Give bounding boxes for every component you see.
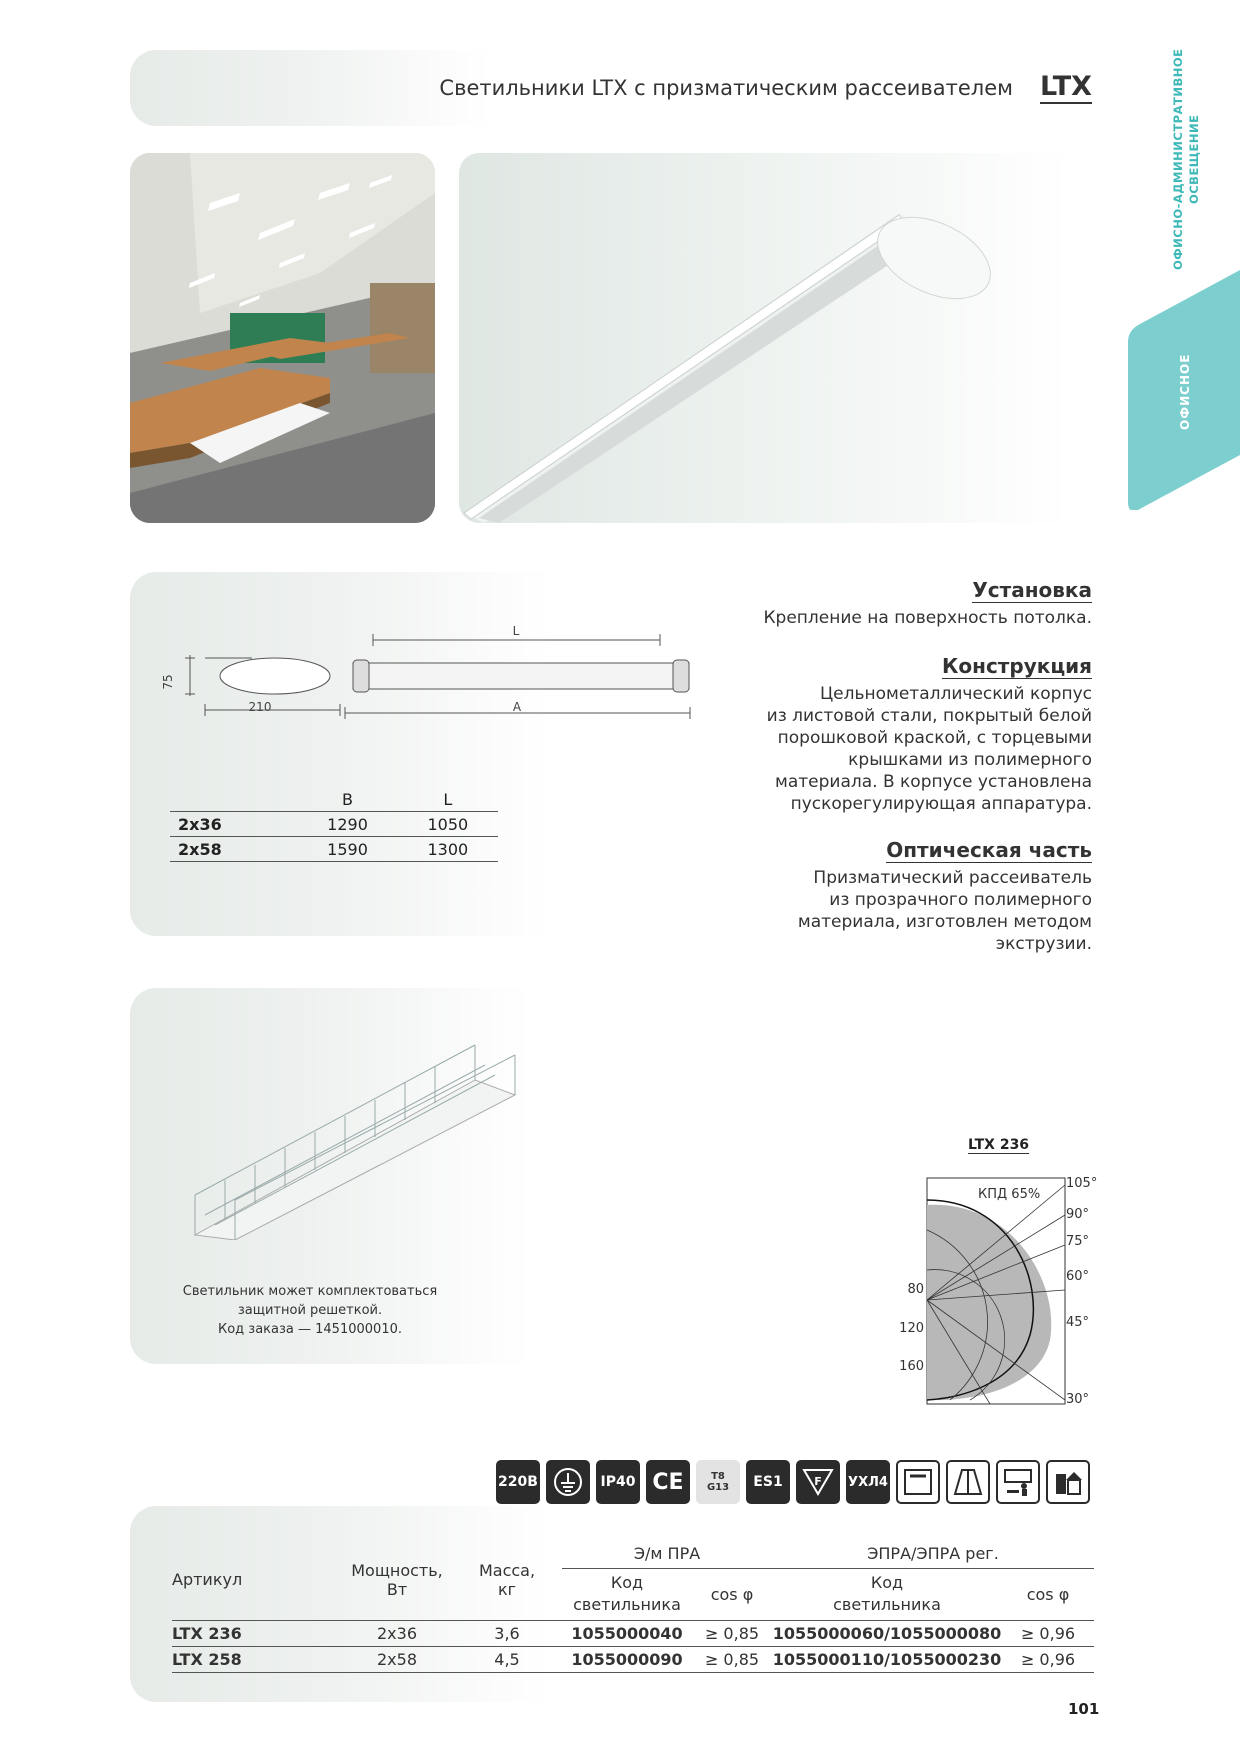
es1-icon: ES1 (746, 1460, 790, 1504)
construction-title: Конструкция (942, 654, 1092, 678)
classroom-photo (130, 153, 435, 523)
install-text: Крепление на поверхность потолка. (763, 608, 1092, 628)
group-em-ballast: Э/м ПРА (562, 1540, 772, 1568)
col-em-cos: cos φ (710, 1584, 754, 1604)
optics-title: Оптическая часть (886, 838, 1092, 862)
construction-text: Цельнометаллический корпус из листовой стали, покрытый белой порошковой краской, с торцевыми крышками из полимерного материала. В корпусе установлена пускорегулирующая аппаратура. (766, 684, 1092, 814)
table-row: 2x36 1290 1050 (170, 812, 498, 837)
building-icon (1046, 1460, 1090, 1504)
dims-header-l: L (398, 788, 498, 812)
col-power: Мощность, Вт (351, 1560, 443, 1599)
table-row: 2x58 1590 1300 (170, 837, 498, 862)
height-label: 75 (161, 674, 175, 690)
table-row: LTX 236 2x36 3,6 1055000040 ≥ 0,85 1055000060/1055000080 ≥ 0,96 (172, 1620, 1094, 1646)
luminaire-photo (459, 153, 1069, 523)
grid-caption: Светильник может комплектоваться защитной решеткой. Код заказа — 1451000010. (182, 1284, 438, 1337)
room-icon (946, 1460, 990, 1504)
install-title: Установка (972, 578, 1092, 602)
flammable-surface-icon (796, 1460, 840, 1504)
page-number: 101 (1068, 1700, 1100, 1718)
section-tab-label: ОФИСНОЕ (1178, 353, 1192, 430)
col-epra-code: Код светильника (833, 1573, 941, 1614)
certification-icons (496, 1460, 1096, 1506)
header-band (130, 50, 490, 126)
svg-text:160: 160 (899, 1359, 924, 1374)
ceiling-mount-icon (896, 1460, 940, 1504)
svg-text:120: 120 (899, 1321, 924, 1336)
polar-title: LTX 236 (968, 1137, 1030, 1153)
category-line-2: ОСВЕЩЕНИЕ (1187, 114, 1201, 205)
optics-text: Призматический рассеиватель из прозрачного полимерного материала, изготовлен методом экструзии. (797, 868, 1092, 954)
svg-text:80: 80 (907, 1282, 924, 1297)
svg-text:45°: 45° (1066, 1315, 1090, 1330)
A-label: A (512, 700, 522, 714)
install-section (732, 578, 1092, 629)
L-label: L (512, 624, 520, 638)
efficiency-label: КПД 65% (978, 1187, 1041, 1202)
climate-class-icon: УХЛ4 (846, 1460, 890, 1504)
dimension-drawing (160, 620, 700, 730)
ip-rating-icon: IP40 (596, 1460, 640, 1504)
svg-text:60°: 60° (1066, 1269, 1090, 1284)
col-mass: Масса, кг (478, 1560, 536, 1599)
ce-mark-icon: CE (646, 1460, 690, 1504)
group-electronic-ballast: ЭПРА/ЭПРА рег. (772, 1540, 1094, 1568)
dims-header-b: B (297, 788, 397, 812)
svg-text:F: F (814, 1475, 822, 1488)
col-em-code: Код светильника (573, 1573, 681, 1614)
page-title: Светильники LTX с призматическим рассеивателем (439, 76, 1013, 100)
office-icon (996, 1460, 1040, 1504)
dimensions-table (170, 788, 498, 862)
category-label (1170, 48, 1220, 270)
svg-text:30°: 30° (1066, 1392, 1090, 1407)
svg-text:75°: 75° (1066, 1234, 1090, 1249)
col-epra-cos: cos φ (1026, 1584, 1070, 1604)
optics-section (732, 838, 1092, 955)
dims-header-empty (170, 788, 297, 812)
svg-text:90°: 90° (1066, 1207, 1090, 1222)
series-code: LTX (1040, 71, 1092, 102)
spec-table (172, 1540, 1094, 1673)
voltage-icon: 220В (496, 1460, 540, 1504)
table-row: LTX 258 2x58 4,5 1055000090 ≥ 0,85 1055000110/1055000230 ≥ 0,96 (172, 1646, 1094, 1672)
svg-text:105°: 105° (1066, 1176, 1098, 1191)
protective-grid-image (190, 1040, 530, 1240)
lamp-type-icon: T8 G13 (696, 1460, 740, 1504)
light-distribution-diagram (890, 1170, 1100, 1410)
category-line-1: ОФИСНО-АДМИНИСТРАТИВНОЕ (1171, 48, 1185, 270)
construction-section (732, 654, 1092, 815)
width-label: 210 (248, 700, 272, 714)
ground-icon (546, 1460, 590, 1504)
col-article: Артикул (172, 1570, 243, 1590)
